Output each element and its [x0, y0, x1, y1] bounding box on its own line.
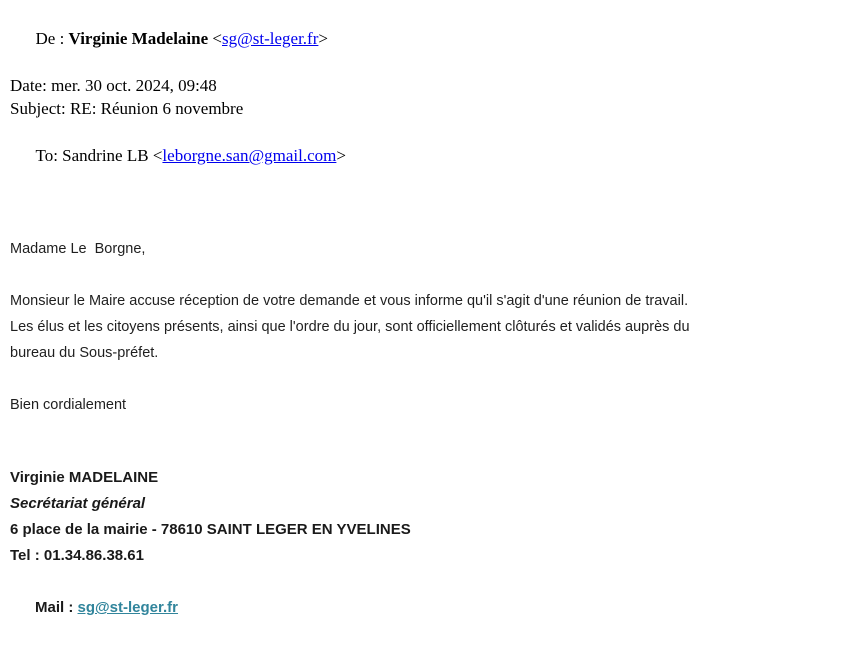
from-label: De :: [35, 28, 69, 48]
from-name: Virginie Madelaine: [68, 28, 209, 48]
to-email-link[interactable]: leborgne.san@gmail.com: [162, 146, 337, 165]
to-line: [10, 121, 857, 192]
from-line: [10, 3, 857, 74]
greeting-text: Madame Le Borgne,: [10, 241, 146, 257]
subject-line: Subject: RE: Réunion 6 novembre: [10, 99, 244, 118]
from-bracket-open: <: [208, 28, 222, 48]
signature-block: [10, 465, 857, 647]
to-label: To: Sandrine LB: [35, 146, 149, 165]
signature-name: Virginie MADELAINE: [10, 469, 159, 486]
signature-role: Secrétariat général: [10, 495, 146, 512]
closing-text: Bien cordialement: [10, 397, 127, 413]
paragraph-line: Les élus et les citoyens présents, ainsi que l'ordre du jour, sont officiellement clôturés et validés auprès du: [10, 319, 690, 335]
paragraph-line: Monsieur le Maire accuse réception de votre demande et vous informe qu'il s'agit d'une réunion de travail.: [10, 293, 689, 309]
signature-mail-label: Mail :: [35, 599, 78, 616]
signature-address: 6 place de la mairie - 78610 SAINT LEGER EN YVELINES: [10, 521, 411, 538]
paragraph-line: bureau du Sous-préfet.: [10, 345, 159, 361]
signature-email-link[interactable]: sg@st-leger.fr: [77, 599, 179, 616]
from-email-link[interactable]: sg@st-leger.fr: [222, 28, 319, 48]
from-bracket-close: >: [318, 28, 328, 48]
date-line: Date: mer. 30 oct. 2024, 09:48: [10, 75, 217, 95]
to-bracket-open: <: [148, 146, 163, 165]
body-paragraph: [10, 288, 857, 366]
signature-tel: Tel : 01.34.86.38.61: [10, 547, 144, 564]
signature-mail-line: [10, 569, 857, 647]
email-header: [10, 3, 857, 191]
to-bracket-close: >: [336, 146, 346, 165]
